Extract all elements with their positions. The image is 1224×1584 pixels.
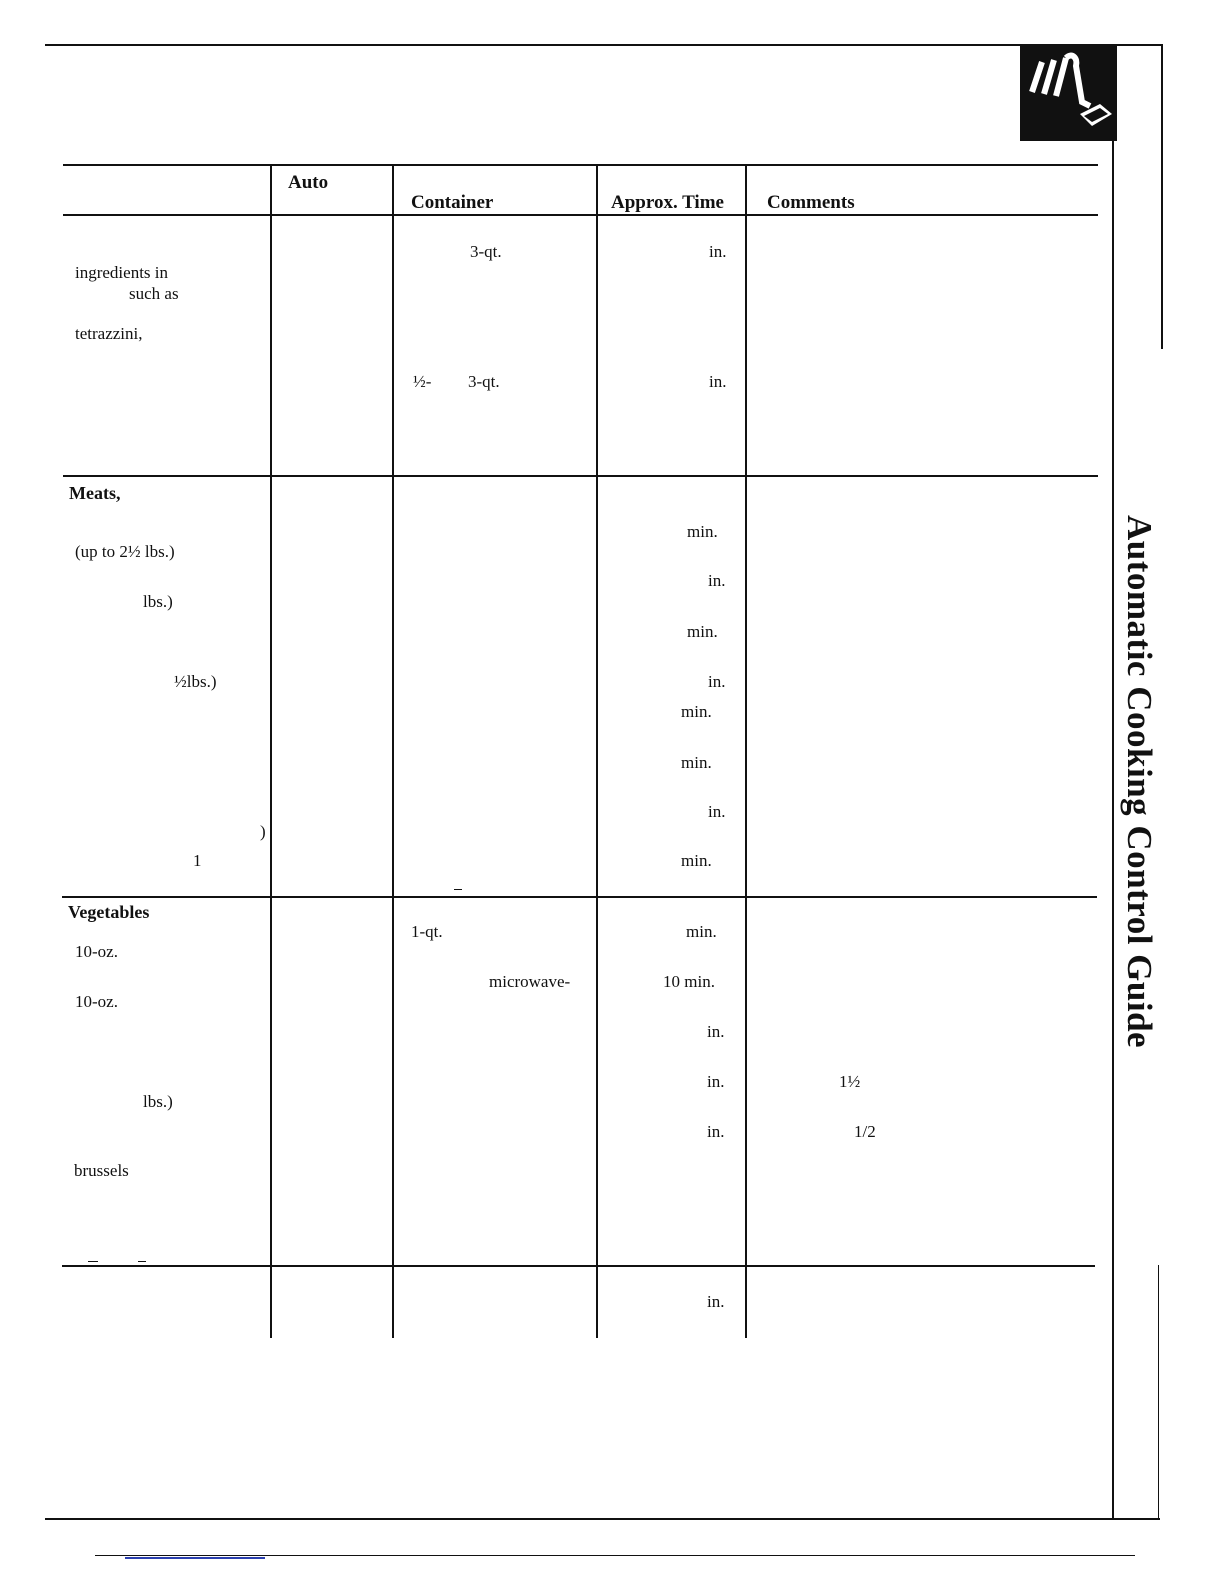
scan-mark [454,889,462,890]
col-divider-2 [392,166,394,1338]
casserole-food-line-3: tetrazzini, [75,324,143,343]
meats-time-3: min. [687,622,718,641]
hand-pressing-button-logo [1020,44,1117,141]
meats-time-8: min. [681,851,712,870]
last-row-time: in. [707,1292,725,1311]
scan-mark [88,1261,98,1262]
meats-food-1: (up to 2½ lbs.) [75,542,175,561]
vegetables-time-4: in. [707,1072,725,1091]
vegetables-section-label: Vegetables [68,902,150,922]
col-divider-1 [270,166,272,1338]
meats-food-4: ) [260,822,266,841]
vegetables-time-3: in. [707,1022,725,1041]
vegetables-comment-2: 1/2 [854,1122,876,1141]
casserole-time-1: in. [709,242,727,261]
vegetables-food-1: 10-oz. [75,942,118,961]
header-auto: Auto [288,172,329,193]
casseroles-bottom-rule [63,475,1098,477]
header-approx-time: Approx. Time [611,192,724,213]
casserole-container-2-fraction: ½- [413,372,432,391]
top-rule [45,44,1163,46]
meats-time-6: min. [681,753,712,772]
casserole-time-2: in. [709,372,727,391]
scan-mark [138,1261,146,1262]
casserole-container-2: 3-qt. [468,372,500,391]
bottom-rule [45,1518,1160,1520]
right-border-lower [1158,1265,1159,1520]
vegetables-time-5: in. [707,1122,725,1141]
vegetables-food-4: brussels [74,1161,129,1180]
vegetables-food-3: lbs.) [143,1092,173,1111]
hand-pressing-button-icon [1020,44,1117,141]
vegetables-food-2: 10-oz. [75,992,118,1011]
meats-time-7: in. [708,802,726,821]
vegetables-container-1: 1-qt. [411,922,443,941]
header-comments: Comments [767,192,855,213]
vegetables-comment-1: 1½ [839,1072,861,1091]
meats-bottom-rule [62,896,1097,898]
col-divider-3 [596,166,598,1338]
meats-time-1: min. [687,522,718,541]
footer-rule-accent [125,1557,265,1559]
vegetables-container-2: microwave- [489,972,571,991]
table-top-rule [63,164,1098,166]
meats-time-4: in. [708,672,726,691]
right-border [1161,44,1163,349]
meats-time-5: min. [681,702,712,721]
header-bottom-rule [63,214,1098,216]
casserole-container-1: 3-qt. [470,242,502,261]
meats-food-3: ½lbs.) [174,672,217,691]
casserole-food-line-2: such as [129,284,179,303]
vegetables-time-1: min. [686,922,717,941]
header-container: Container [411,192,494,213]
footer-rule [95,1555,1135,1556]
vegetables-bottom-rule [62,1265,1095,1267]
meats-section-label: Meats, [69,483,121,503]
casserole-food-line-1: ingredients in [75,263,169,282]
vegetables-time-2: 10 min. [663,972,715,991]
section-side-title: Automatic Cooking Control Guide [1120,515,1159,1049]
sidebar-divider [1112,141,1114,1518]
meats-food-2: lbs.) [143,592,173,611]
col-divider-4 [745,166,747,1338]
meats-food-5: 1 [193,851,202,870]
meats-time-2: in. [708,571,726,590]
